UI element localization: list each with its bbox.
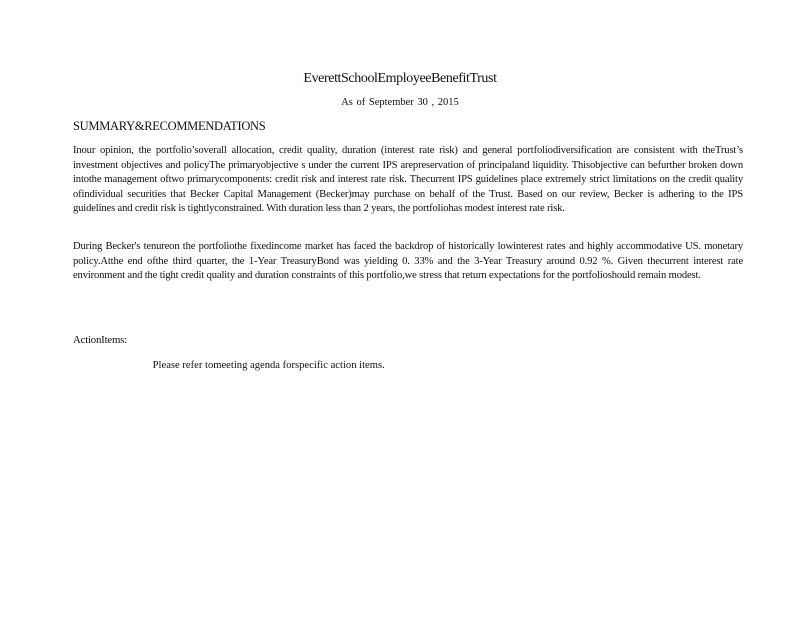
document-title: EverettSchoolEmployeeBenefitTrust bbox=[303, 71, 497, 86]
summary-paragraph-1: Inour opinion, the portfolio’soverall allocation, credit quality, duration (interest rate risk) and general portfoliodiversification are consistent with theTrust’s investment objectives and policyThe primaryobjective s under the current IPS arepreservation of principaland liquidity. Thisobjective can befurther broken down intothe management oftwo primarycomponents: credit risk and interest rate risk. Thecurrent IPS guidelines place extremely strict limitations on the credit quality ofindividual securities that Becker Capital Management (Becker)may purchase on behalf of the Trust. Based on our review, Becker is adhering to the IPS guidelines and credit risk is tightlyconstrained. With duration less than 2 years, the portfoliohas modest interest rate risk. bbox=[73, 145, 743, 215]
action-items-heading: ActionItems: bbox=[73, 334, 127, 346]
action-item bbox=[130, 360, 385, 371]
summary-paragraph-2: During Becker's tenureon the portfoliothe fixedincome market has faced the backdrop of historically lowinterest rates and highly accommodative US. monetary policy.Atthe end ofthe third quarter, the 1-Year TreasuryBond was yielding 0. 33% and the 3-Year Treasury around 0.92 %. Given thecurrent interest rate environment and the tight credit quality and duration constraints of this portfolio,we stress that return expectations for the portfolioshould remain modest. bbox=[73, 241, 743, 282]
section-heading-summary: SUMMARY&RECOMMENDATIONS bbox=[73, 119, 266, 133]
document-date: As of September 30 , 2015 bbox=[341, 97, 459, 108]
action-item-text: Please refer tomeeting agenda forspecific action items. bbox=[152, 360, 385, 371]
